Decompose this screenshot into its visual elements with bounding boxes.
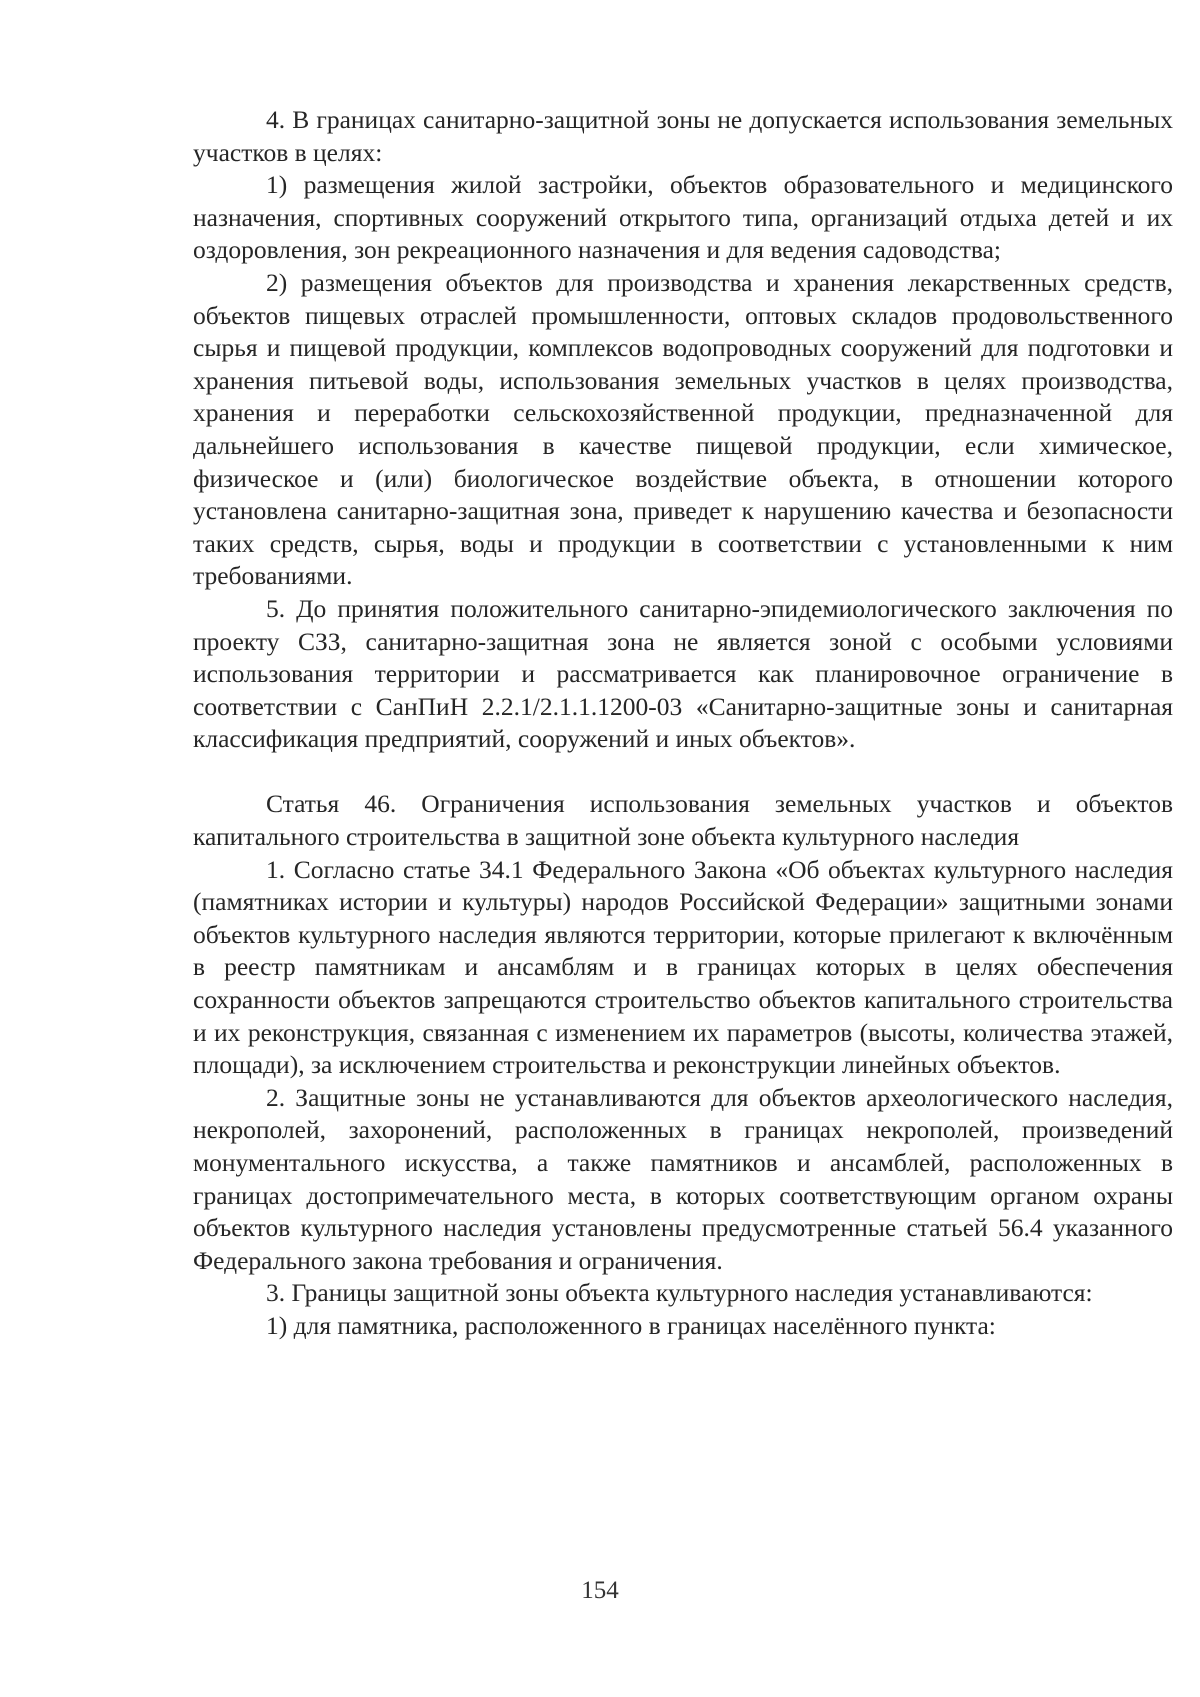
page-number: 154 <box>581 1577 619 1604</box>
paragraph-article-46-subitem-1: 1) для памятника, расположенного в границах населённого пункта: <box>266 1310 996 1340</box>
page-body <box>193 104 1173 1343</box>
paragraph-article-46-clause-2: 2. Защитные зоны не устанавливаются для объектов археологического наследия, некрополей, захоронений, расположенных в границах некрополей, произведений монументального искусства, а также памятников и ансамблей, расположенных в границах достопримечательного места, в которых соответствующим органом охраны объектов культурного наследия установлены предусмотренные статьей 56.4 указанного Федерального закона требования и ограничения. <box>193 1082 1173 1275</box>
paragraph-item-1-housing: 1) размещения жилой застройки, объектов образовательного и медицинского назначения, спортивных сооружений открытого типа, организаций отдыха детей и их оздоровления, зон рекреационного назначения и для ведения садоводства; <box>193 170 1173 265</box>
paragraph-szz-restrictions: 4. В границах санитарно-защитной зоны не допускается использования земельных участков в целях: <box>193 105 1173 167</box>
article-46-heading: Статья 46. Ограничения использования земельных участков и объектов капитального строительства в защитной зоне объекта культурного наследия <box>193 789 1173 852</box>
paragraph-article-46-clause-1: 1. Согласно статье 34.1 Федерального Закона «Об объектах культурного наследия (памятниках истории и культуры) народов Российской Федерации» защитными зонами объектов культурного наследия являются территории, которые прилегают к включённым в реестр памятникам и ансамблям и в границах которых в целях обеспечения сохранности объектов запрещаются строительство объектов капитального строительства и их реконструкция, связанная с изменением их параметров (высоты, количества этажей, площади), за исключением строительства и реконструкции линейных объектов. <box>193 854 1173 1080</box>
paragraph-item-2-production: 2) размещения объектов для производства и хранения лекарственных средств, объектов пищевых отраслей промышленности, оптовых складов продовольственного сырья и пищевой продукции, комплексов водопроводных сооружений для подготовки и хранения питьевой воды, использования земельных участков в целях производства, хранения и переработки сельскохозяйственной продукции, предназначенной для дальнейшего использования в качестве пищевой продукции, если химическое, физическое и (или) биологическое воздействие объекта, в отношении которого установлена санитарно-защитная зона, приведет к нарушению качества и безопасности таких средств, сырья, воды и продукции в соответствии с установленными к ним требованиями. <box>193 267 1173 591</box>
paragraph-szz-sanpin: 5. До принятия положительного санитарно-эпидемиологического заключения по проекту СЗЗ, санитарно-защитная зона не является зоной с особыми условиями использования территории и рассматривается как планировочное ограничение в соответствии с СанПиН 2.2.1/2.1.1.1200-03 «Санитарно-защитные зоны и санитарная классификация предприятий, сооружений и иных объектов». <box>193 593 1173 754</box>
paragraph-article-46-clause-3: 3. Границы защитной зоны объекта культурного наследия устанавливаются: <box>266 1278 1093 1308</box>
